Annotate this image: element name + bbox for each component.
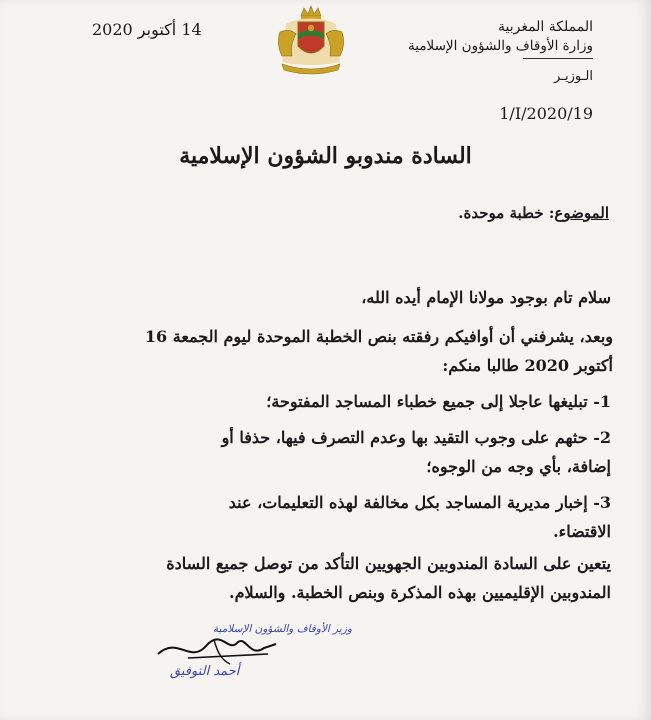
- letter-date: 14 أكتوبر 2020: [92, 20, 202, 39]
- instruction-2-line-1: 2- حثهم على وجوب التقيد بها وعدم التصرف فيها، حذفا أو: [221, 428, 611, 447]
- subject-text: : خطبة موحدة.: [458, 204, 555, 222]
- letterhead: [393, 18, 593, 86]
- closing-line-1: يتعين على السادة المندوبين الجهويين التأكد من توصل جميع السادة: [166, 554, 611, 573]
- letterhead-divider: [523, 58, 593, 59]
- subject-label: الموضوع: [554, 204, 609, 222]
- minister-label: الـوزيـر: [554, 69, 593, 84]
- reference-number: 1/I/2020/19: [499, 104, 593, 123]
- closing-line-2: المندوبين الإقليميين بهذه المذكرة وبنص الخطبة. والسلام.: [229, 583, 611, 602]
- instruction-3-line-1: 3- إخبار مديرية المساجد بكل مخالفة لهذه التعليمات، عند: [228, 493, 611, 512]
- addressee-title: السادة مندوبو الشؤون الإسلامية: [179, 143, 472, 169]
- instruction-2-line-2: إضافة، بأي وجه من الوجوه؛: [426, 457, 611, 476]
- greeting: سلام تام بوجود مولانا الإمام أيده الله،: [361, 288, 611, 307]
- kingdom-name: المملكة المغربية: [497, 19, 593, 35]
- signature-stamp-text: وزير الأوقاف والشؤون الإسلامية: [212, 623, 352, 635]
- signatory-name: أحمد التوفيق: [170, 664, 240, 679]
- handwritten-signature: [118, 624, 338, 694]
- coat-of-arms-icon: [268, 4, 354, 80]
- intro-line-2: أكتوبر 2020 طالبا منكم:: [442, 356, 613, 375]
- intro-line-1: وبعد، يشرفني أن أوافيكم رفقته بنص الخطبة الموحدة ليوم الجمعة 16: [144, 327, 613, 346]
- subject-line: [458, 204, 609, 222]
- ministry-name: وزارة الأوقاف والشؤون الإسلامية: [408, 38, 593, 54]
- instruction-1: 1- تبليغها عاجلا إلى جميع خطباء المساجد المفتوحة؛: [266, 392, 611, 411]
- instruction-3-line-2: الاقتضاء.: [553, 522, 611, 541]
